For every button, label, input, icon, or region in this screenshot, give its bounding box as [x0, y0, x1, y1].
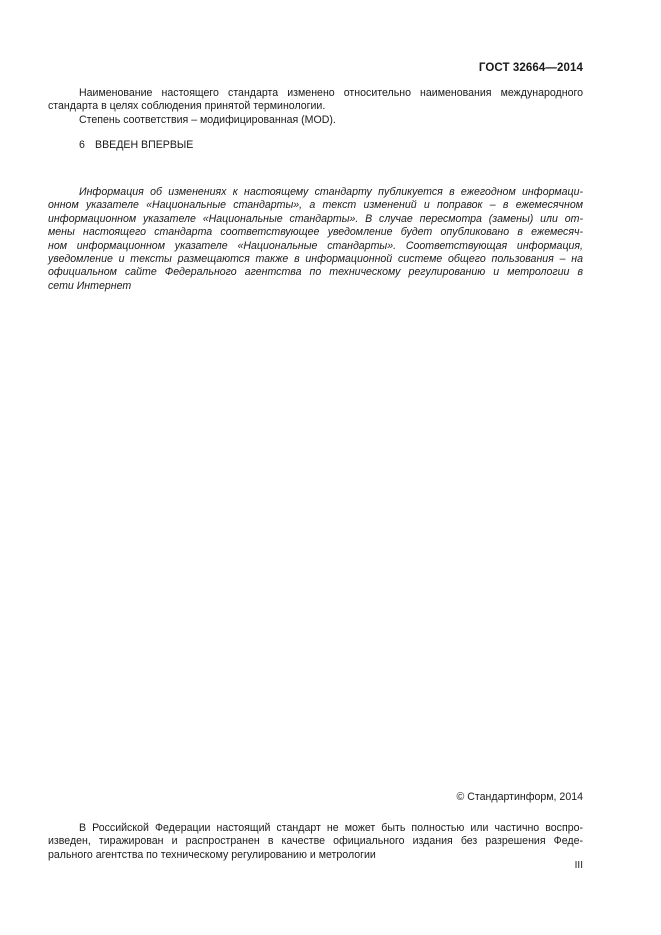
info-line: онном указателе «Национальные стандарты», а текст изменений и поправок – в ежемесячном — [48, 199, 583, 212]
section-number: 6 — [79, 139, 85, 151]
intro-paragraph — [48, 87, 583, 127]
rights-paragraph — [48, 822, 583, 862]
info-line: мены настоящего стандарта соответствующее уведомление будет опубликовано в ежемесяч- — [48, 226, 583, 239]
rights-line: рального агентства по техническому регулированию и метрологии — [48, 848, 376, 861]
document-header: ГОСТ 32664—2014 — [478, 62, 583, 74]
section-title: ВВЕДЕН ВПЕРВЫЕ — [95, 139, 194, 151]
info-line: официальном сайте Федерального агентства по техническому регулированию и метрологии в — [48, 266, 583, 279]
info-line: уведомление и тексты размещаются также в информационной системе общего пользования – на — [48, 253, 583, 266]
info-line: сети Интернет — [48, 279, 132, 292]
copyright-notice: © Стандартинформ, 2014 — [456, 791, 583, 803]
info-line: информационном указателе «Национальные стандарты». В случае пересмотра (замены) или от- — [48, 212, 583, 225]
conformity-line — [48, 114, 583, 127]
rights-line — [48, 822, 583, 835]
info-line: ном информационном указателе «Национальные стандарты». Соответствующая информация, — [48, 239, 583, 252]
info-line — [48, 186, 583, 199]
info-line-text: Информация об изменениях к настоящему стандарту публикуется в ежегодном информаци- — [79, 186, 583, 198]
rights-line: изведен, тиражирован и распространен в качестве официального издания без разрешения Феде- — [48, 835, 583, 848]
section-6-heading — [79, 139, 193, 151]
intro-line-1-text: Наименование настоящего стандарта изменено относительно наименования международного — [79, 87, 583, 99]
intro-line-2: стандарта в целях соблюдения принятой терминологии. — [48, 100, 326, 113]
intro-line-1 — [48, 87, 583, 100]
info-paragraph — [48, 186, 583, 293]
rights-line-text: В Российской Федерации настоящий стандарт не может быть полностью или частично воспро- — [79, 822, 583, 834]
page-number: III — [574, 860, 583, 871]
conformity-text: Степень соответствия – модифицированная (MOD). — [79, 113, 336, 126]
